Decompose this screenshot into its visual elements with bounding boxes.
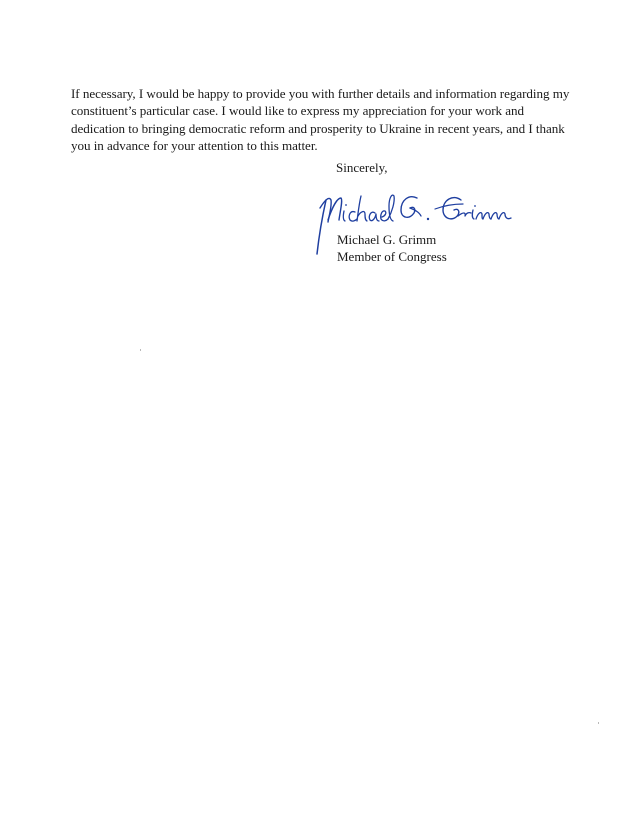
scan-speck	[598, 722, 599, 724]
body-line: constituent’s particular case. I would like to express my appreciation for your work and	[71, 103, 525, 119]
body-line: dedication to bringing democratic reform and prosperity to Ukraine in recent years, and I thank	[71, 120, 565, 136]
body-line: If necessary, I would be happy to provide you with further details and information regarding my	[71, 86, 570, 101]
signer-title: Member of Congress	[337, 249, 447, 264]
scan-speck	[140, 349, 141, 351]
body-line: you in advance for your attention to this matter.	[71, 138, 318, 154]
signer-name: Michael G. Grimm	[337, 232, 437, 247]
letter-body-paragraph	[71, 85, 571, 155]
letter-closing: Sincerely,	[336, 160, 388, 175]
